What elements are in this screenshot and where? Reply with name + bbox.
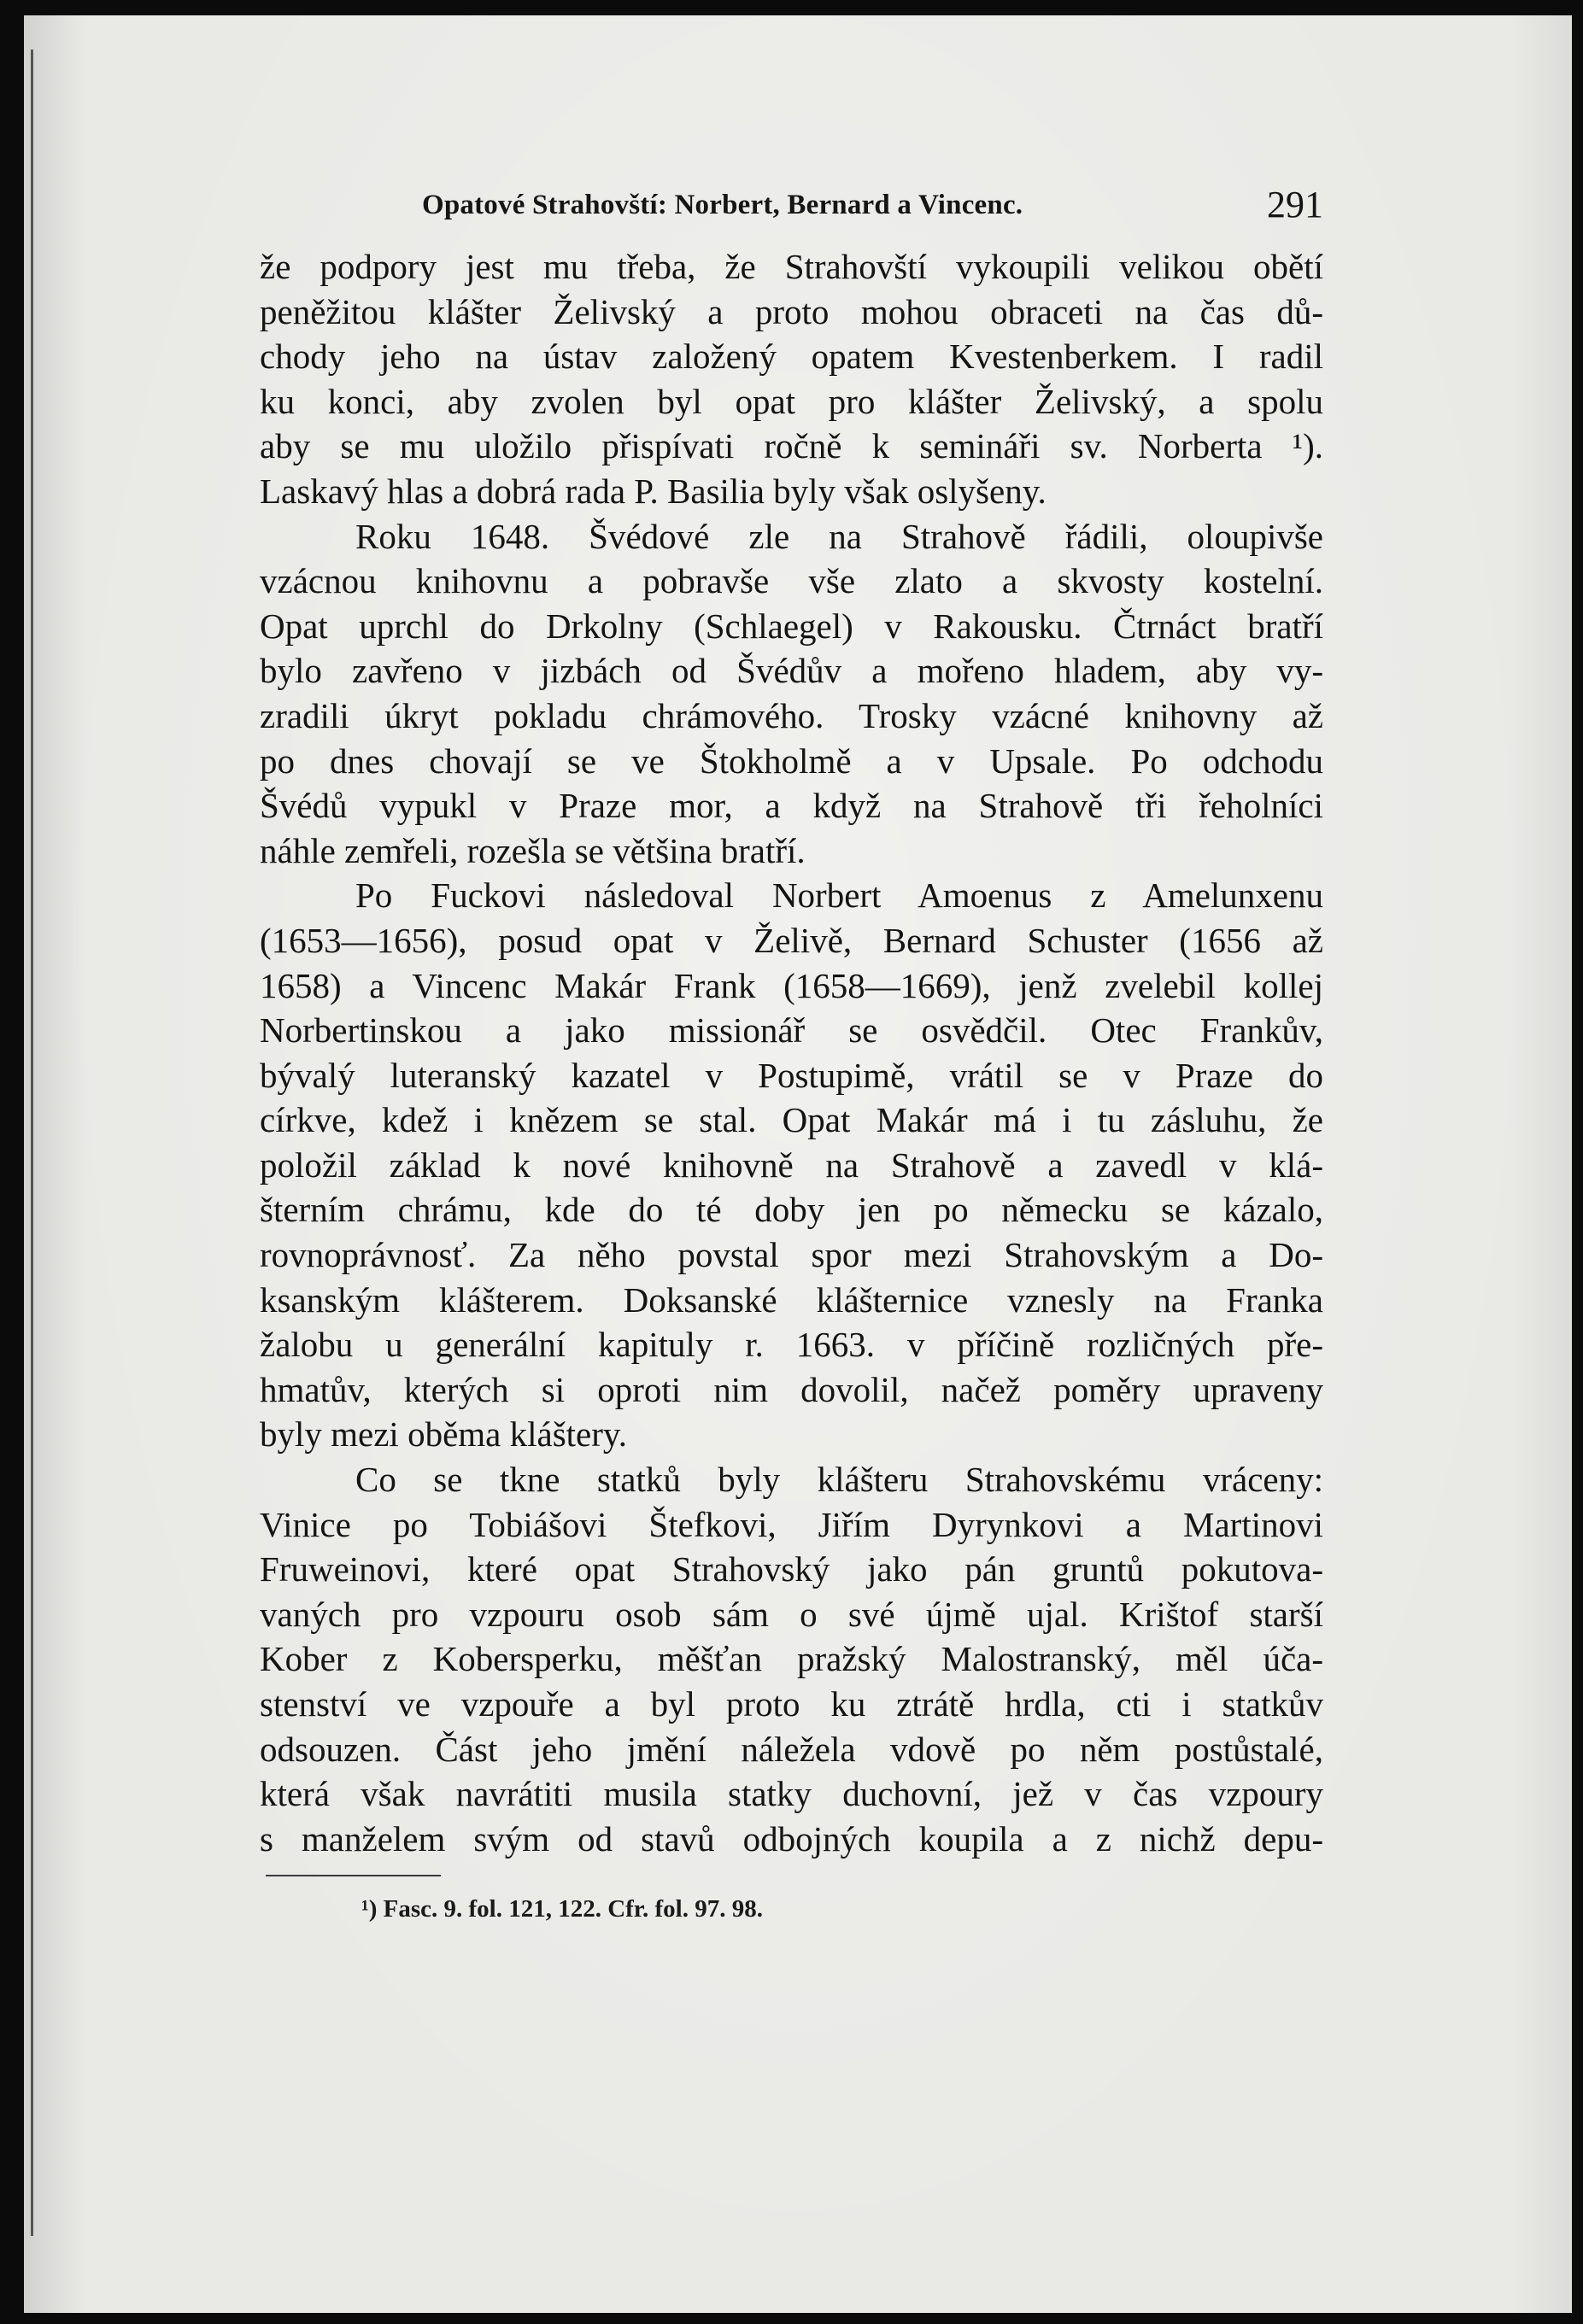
text-line: ksanským klášterem. Doksanské klášternice vznesly na Franka (260, 1279, 1323, 1320)
text-line: Vinice po Tobiášovi Štefkovi, Jiřím Dyrynkovi a Martinovi (260, 1504, 1323, 1544)
text-line: Co se tkne statků byly klášteru Strahovskému vráceny: (355, 1460, 1323, 1500)
running-head: Opatové Strahovští: Norbert, Bernard a Vincenc. (422, 190, 1023, 220)
text-line: Po Fuckovi následoval Norbert Amoenus z Amelunxenu (355, 875, 1323, 916)
text-line: stenství ve vzpouře a byl proto ku ztrátě hrdla, cti i statkův (260, 1684, 1323, 1724)
footnote-divider (266, 1875, 441, 1876)
text-line: 1658) a Vincenc Makár Frank (1658—1669), jenž zvelebil kollej (260, 965, 1323, 1005)
page-header (422, 183, 1323, 234)
text-line: bývalý luteranský kazatel v Postupimě, vrátil se v Praze do (260, 1055, 1323, 1095)
text-line: církve, kdež i knězem se stal. Opat Makár má i tu zásluhu, že (260, 1100, 1323, 1140)
text-line: aby se mu uložilo přispívati ročně k semináři sv. Norberta ¹). (260, 426, 1323, 466)
text-line: peněžitou klášter Želivský a proto mohou obraceti na čas dů- (260, 291, 1323, 331)
text-line: odsouzen. Část jeho jmění náležela vdově po něm postůstalé, (260, 1729, 1323, 1769)
text-line: hmatův, kterých si oproti nim dovolil, načež poměry upraveny (260, 1369, 1323, 1409)
text-line: (1653—1656), posud opat v Želivě, Bernard Schuster (1656 až (260, 920, 1323, 960)
text-line: která však navrátiti musila statky duchovní, jež v čas vzpoury (260, 1774, 1323, 1814)
text-line: Laskavý hlas a dobrá rada P. Basilia byly však oslyšeny. (260, 471, 1047, 511)
text-line: náhle zemřeli, rozešla se většina bratří. (260, 830, 806, 870)
text-line: vaných pro vzpouru osob sám o své újmě ujal. Krištof starší (260, 1594, 1323, 1634)
text-line: Roku 1648. Švédové zle na Strahově řádili, oloupivše (355, 516, 1323, 556)
page-edge-shadow (31, 50, 33, 2236)
text-line: Fruweinovi, které opat Strahovský jako pán gruntů pokutova- (260, 1549, 1323, 1589)
text-line: že podpory jest mu třeba, že Strahovští vykoupili velikou obětí (260, 247, 1323, 286)
text-line: Švédů vypukl v Praze mor, a když na Strahově tři řeholníci (260, 786, 1323, 826)
footnote: ¹) Fasc. 9. fol. 121, 122. Cfr. fol. 97. 98. (361, 1895, 763, 1923)
text-line: Opat uprchl do Drkolny (Schlaegel) v Rakousku. Čtrnáct bratří (260, 606, 1323, 646)
text-line: rovnoprávnosť. Za něho povstal spor mezi Strahovským a Do- (260, 1235, 1323, 1275)
text-line: s manželem svým od stavů odbojných koupila a z nichž depu- (260, 1818, 1323, 1859)
text-line: žalobu u generální kapituly r. 1663. v příčině rozličných pře- (260, 1325, 1323, 1365)
text-line: položil základ k nové knihovně na Strahově a zavedl v klá- (260, 1144, 1323, 1185)
text-line: šterním chrámu, kde do té doby jen po německu se kázalo, (260, 1190, 1323, 1230)
text-line: po dnes chovají se ve Štokholmě a v Upsale. Po odchodu (260, 741, 1323, 781)
text-line: Kober z Kobersperku, měšťan pražský Malostranský, měl úča- (260, 1639, 1323, 1679)
text-line: bylo zavřeno v jizbách od Švédův a mořeno hladem, aby vy- (260, 651, 1323, 691)
text-line: ku konci, aby zvolen byl opat pro klášter Želivský, a spolu (260, 381, 1323, 421)
page-number: 291 (1267, 184, 1323, 225)
text-line: byly mezi oběma kláštery. (260, 1414, 627, 1455)
body-text (260, 244, 1323, 1861)
text-line: vzácnou knihovnu a pobravše vše zlato a skvosty kostelní. (260, 561, 1323, 601)
text-line: Norbertinskou a jako missionář se osvědčil. Otec Frankův, (260, 1010, 1323, 1051)
text-line: chody jeho na ústav založený opatem Kvestenberkem. I radil (260, 337, 1323, 377)
book-page (24, 15, 1572, 2313)
text-line: zradili úkryt pokladu chrámového. Trosky vzácné knihovny až (260, 695, 1323, 735)
